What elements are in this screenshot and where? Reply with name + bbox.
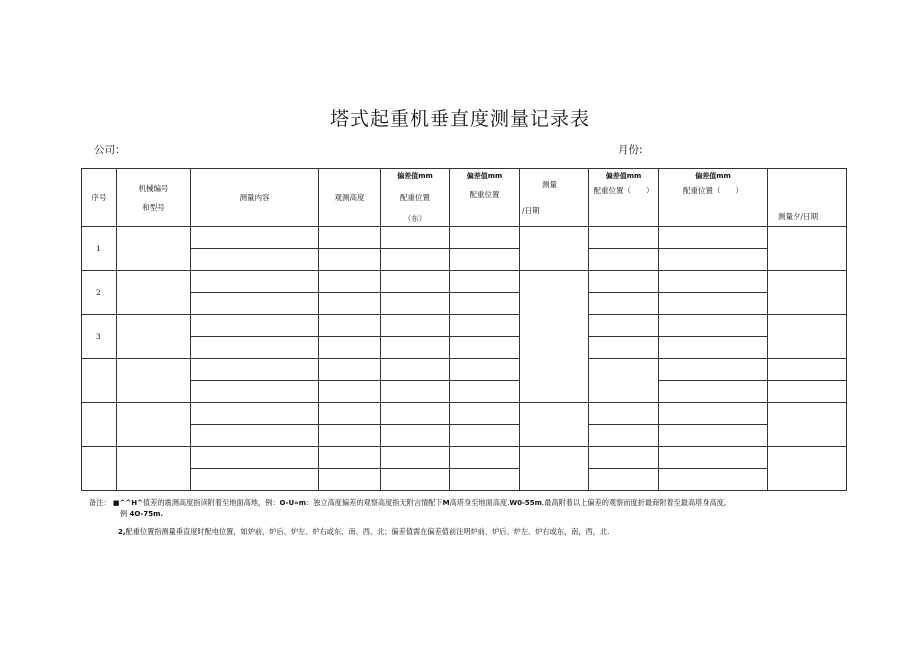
header-dev4 [659, 169, 768, 227]
cell[interactable] [589, 249, 659, 271]
header-height: 观测高度 [319, 169, 381, 227]
notes-line1 [89, 496, 849, 510]
table-row [82, 447, 847, 469]
cell[interactable] [191, 469, 319, 491]
cell[interactable] [589, 403, 659, 425]
header-content: 测量内容 [191, 169, 319, 227]
month-label: 月份: [618, 144, 643, 156]
cell[interactable] [319, 249, 381, 271]
record-table [81, 168, 847, 491]
cell[interactable] [117, 447, 191, 491]
row-number: 3 [82, 315, 117, 359]
cell[interactable] [381, 359, 450, 381]
cell[interactable] [589, 227, 659, 249]
cell[interactable] [381, 249, 450, 271]
header-dev4-mid: 配重位置（ ） [683, 186, 743, 195]
table-row [82, 381, 847, 403]
cell[interactable] [191, 381, 319, 403]
table-row [82, 359, 847, 381]
cell[interactable] [768, 447, 847, 491]
cell[interactable] [191, 271, 319, 293]
cell[interactable] [450, 337, 520, 359]
cell[interactable] [659, 271, 768, 293]
cell[interactable] [381, 293, 450, 315]
cell[interactable] [381, 403, 450, 425]
cell[interactable] [191, 227, 319, 249]
cell[interactable] [589, 337, 659, 359]
cell[interactable] [589, 447, 659, 469]
cell[interactable] [191, 337, 319, 359]
row-number: 2 [82, 271, 117, 315]
header-machine [117, 169, 191, 227]
cell[interactable] [450, 293, 520, 315]
cell[interactable] [450, 425, 520, 447]
table-row [82, 337, 847, 359]
cell[interactable] [768, 403, 847, 447]
notes-line3 [118, 527, 609, 537]
cell[interactable] [450, 447, 520, 469]
cell[interactable] [659, 293, 768, 315]
cell[interactable] [520, 403, 589, 447]
cell[interactable] [191, 293, 319, 315]
cell[interactable] [319, 337, 381, 359]
cell[interactable] [659, 403, 768, 425]
cell[interactable] [319, 469, 381, 491]
cell[interactable] [768, 359, 847, 381]
notes-label: 备注： [89, 498, 111, 507]
cell[interactable] [659, 359, 768, 381]
cell[interactable] [319, 359, 381, 381]
cell[interactable] [381, 315, 450, 337]
header-dev2-top: 偏差值mm [466, 172, 503, 180]
cell[interactable] [520, 447, 589, 491]
header-dev1-mid: 配重位置 [400, 192, 430, 202]
cell[interactable] [381, 469, 450, 491]
cell[interactable] [381, 447, 450, 469]
header-dev1-bot: （东） [403, 214, 427, 223]
cell[interactable] [589, 359, 659, 403]
cell[interactable] [659, 381, 768, 403]
cell[interactable] [191, 403, 319, 425]
header-dev2-mid: 配重位置 [469, 190, 500, 199]
cell[interactable] [319, 425, 381, 447]
cell[interactable] [117, 359, 191, 403]
cell[interactable] [659, 447, 768, 469]
table-row [82, 249, 847, 271]
table-row [82, 227, 847, 249]
notes-b1: ■^^H^ [112, 499, 143, 507]
header-machine-line2: 和型号 [142, 202, 165, 212]
notes-line3-bold: 2, [118, 528, 126, 536]
notes-t1: 值差的震测高度指读附着至地面高地，例： [142, 498, 280, 507]
notes-b2: O-U»m [279, 499, 307, 507]
notes-t3: 高塔身至地面高度, [449, 498, 510, 507]
cell[interactable] [191, 447, 319, 469]
cell[interactable] [768, 381, 847, 403]
cell[interactable] [768, 227, 847, 271]
cell[interactable] [381, 271, 450, 293]
cell[interactable] [381, 381, 450, 403]
row-number [82, 359, 117, 403]
header-last: 测量夕/日期 [768, 169, 847, 227]
cell[interactable] [659, 337, 768, 359]
cell[interactable] [319, 403, 381, 425]
cell[interactable] [381, 337, 450, 359]
cell[interactable] [589, 315, 659, 337]
cell[interactable] [450, 403, 520, 425]
notes-t2: ：独立高度偏差的观察高度指无附言情配下 [306, 498, 443, 507]
cell[interactable] [450, 271, 520, 293]
header-measure-top: 测量 [542, 180, 557, 190]
header-measure-bot: /日期 [522, 205, 540, 215]
cell[interactable] [381, 425, 450, 447]
header-dev1 [381, 169, 450, 227]
page-title: 塔式起重机垂直度测量记录表 [329, 108, 590, 130]
cell[interactable] [191, 359, 319, 381]
header-dev3-mid: 配重位置（ ） [593, 186, 654, 195]
notes-line3-text: 配重位置指测量垂直度时配电位置，如炉前，炉后、炉左、炉右或东、南、西、北；偏差值需在偏差值前注明炉前、炉后、炉左、炉右或东，南，西，北. [125, 527, 610, 536]
cell[interactable] [659, 425, 768, 447]
cell[interactable] [589, 293, 659, 315]
header-row [82, 169, 847, 227]
cell[interactable] [520, 227, 589, 271]
table-row [82, 293, 847, 315]
cell[interactable] [768, 271, 847, 315]
cell[interactable] [191, 315, 319, 337]
table-row [82, 403, 847, 425]
notes-t4: ,最高附着以上偏差的观察而度折最商附着至最高塔身高度, [541, 498, 727, 507]
header-measure [520, 169, 589, 227]
cell[interactable] [117, 271, 191, 315]
row-number [82, 447, 117, 491]
cell[interactable] [659, 227, 768, 249]
cell[interactable] [450, 227, 520, 249]
table-row [82, 425, 847, 447]
cell[interactable] [117, 315, 191, 359]
cell[interactable] [191, 425, 319, 447]
company-label: 公司： [94, 144, 126, 156]
table-row [82, 469, 847, 491]
cell[interactable] [450, 469, 520, 491]
header-dev3 [589, 169, 659, 227]
cell[interactable] [450, 381, 520, 403]
notes-line2 [120, 509, 163, 519]
cell[interactable] [319, 271, 381, 293]
cell[interactable] [381, 227, 450, 249]
cell[interactable] [589, 469, 659, 491]
table-row [82, 271, 847, 293]
notes-b3: M [442, 499, 450, 507]
table-row [82, 315, 847, 337]
cell[interactable] [319, 447, 381, 469]
cell[interactable] [319, 293, 381, 315]
cell[interactable] [659, 315, 768, 337]
cell[interactable] [520, 271, 589, 403]
cell[interactable] [450, 249, 520, 271]
cell[interactable] [659, 249, 768, 271]
header-dev3-top: 偏差值mm [605, 172, 642, 180]
header-dev1-top: 偏差值mm [397, 172, 433, 180]
cell[interactable] [450, 359, 520, 381]
cell[interactable] [768, 315, 847, 359]
header-dev2 [450, 169, 520, 227]
row-number [82, 403, 117, 447]
notes-line2-bold: 4O-75m. [129, 510, 164, 518]
cell[interactable] [450, 315, 520, 337]
cell[interactable] [589, 425, 659, 447]
cell[interactable] [589, 271, 659, 293]
cell[interactable] [117, 227, 191, 271]
notes-b4: W0-55m [509, 499, 542, 507]
cell[interactable] [191, 249, 319, 271]
cell[interactable] [319, 315, 381, 337]
header-machine-line1: 机械编号 [138, 183, 169, 193]
cell[interactable] [117, 403, 191, 447]
cell[interactable] [319, 227, 381, 249]
header-dev4-top: 偏差值mm [695, 172, 731, 180]
notes-line2-text: 例 [120, 509, 128, 518]
cell[interactable] [659, 469, 768, 491]
cell[interactable] [319, 381, 381, 403]
header-seq: 序号 [82, 169, 117, 227]
row-number: 1 [82, 227, 117, 271]
